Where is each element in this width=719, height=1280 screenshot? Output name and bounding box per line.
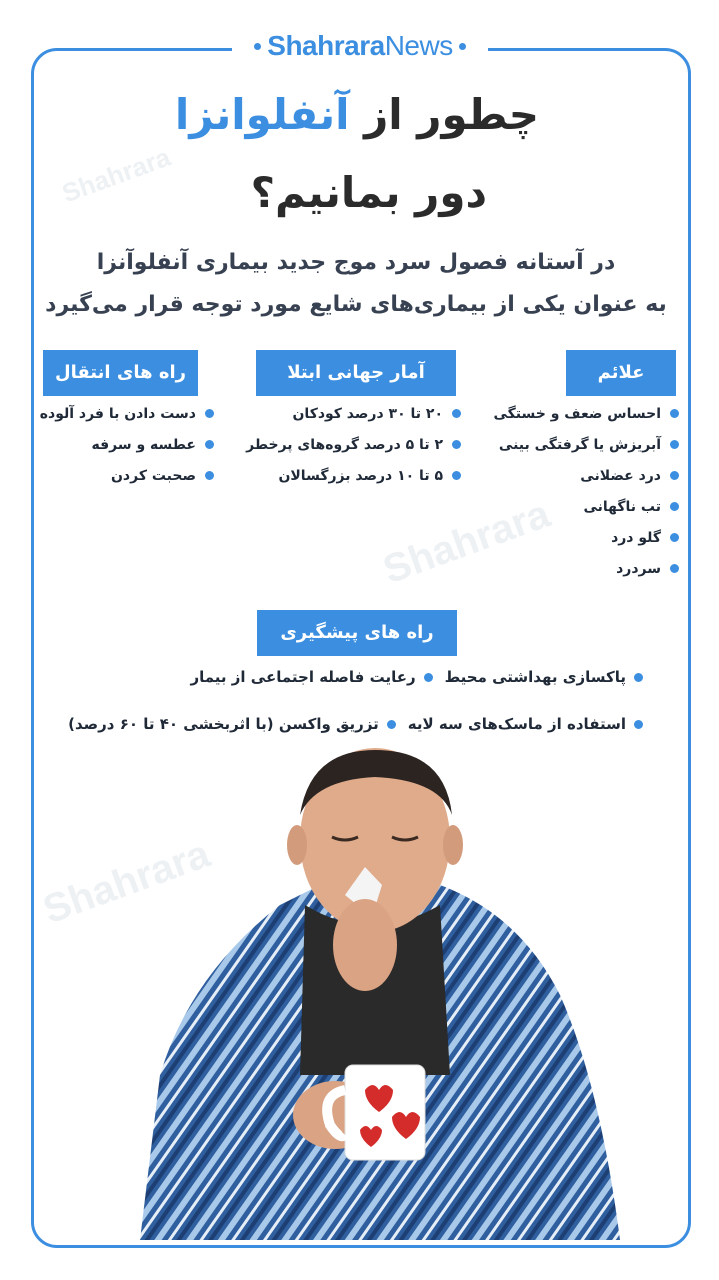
- bullet-icon: [452, 471, 461, 480]
- bullet-icon: [424, 673, 433, 682]
- list-item: درد عضلانی: [494, 460, 680, 491]
- list-item: آبریزش یا گرفتگی بینی: [494, 429, 680, 460]
- brand-logo: [232, 28, 488, 64]
- brand-name: Shahrara: [267, 30, 385, 61]
- bullet-icon: [634, 673, 643, 682]
- bullet-icon: [205, 409, 214, 418]
- brand-news: News: [384, 30, 453, 61]
- list-item: تب ناگهانی: [494, 491, 680, 522]
- list-item: استفاده از ماسک‌های سه لایه: [408, 715, 643, 733]
- stats-list: [246, 398, 461, 491]
- intro-line-1: در آستانه فصول سرد موج جدید بیماری آنفلوآنزا: [96, 250, 616, 275]
- bullet-icon: [670, 564, 679, 573]
- prevention-heading: راه های پیشگیری: [257, 610, 457, 656]
- prevention-row-2: [68, 715, 643, 733]
- bullet-icon: [205, 471, 214, 480]
- prevention-row-1: [190, 668, 643, 686]
- bullet-icon: [452, 440, 461, 449]
- intro-line-2: به عنوان یکی از بیماری‌های شایع مورد توجه قرار می‌گیرد: [45, 292, 667, 317]
- list-item: ۵ تا ۱۰ درصد بزرگسالان: [246, 460, 461, 491]
- symptoms-list: [494, 398, 680, 584]
- logo-dot-icon: [459, 43, 466, 50]
- watermark: Shahrara: [377, 491, 556, 593]
- bullet-icon: [387, 720, 396, 729]
- page-title-line2: دور بمانیم؟: [250, 168, 487, 217]
- bullet-icon: [670, 471, 679, 480]
- page-title-line1: چطور از آنفلوانزا: [174, 90, 539, 139]
- list-item: عطسه و سرفه: [40, 429, 214, 460]
- bullet-icon: [205, 440, 214, 449]
- bullet-icon: [452, 409, 461, 418]
- list-item: دست دادن با فرد آلوده: [40, 398, 214, 429]
- list-item: سردرد: [494, 553, 680, 584]
- list-item: گلو درد: [494, 522, 680, 553]
- list-item: پاکسازی بهداشتی محیط: [445, 668, 643, 686]
- title-highlight: آنفلوانزا: [174, 90, 350, 139]
- bullet-icon: [670, 502, 679, 511]
- bullet-icon: [670, 409, 679, 418]
- bullet-icon: [634, 720, 643, 729]
- watermark: Shahrara: [37, 831, 216, 933]
- list-item: ۲۰ تا ۳۰ درصد کودکان: [246, 398, 461, 429]
- logo-dot-icon: [254, 43, 261, 50]
- watermark: Shahrara: [58, 141, 175, 209]
- bullet-icon: [670, 533, 679, 542]
- list-item: صحبت کردن: [40, 460, 214, 491]
- symptoms-heading: علائم: [566, 350, 676, 396]
- list-item: رعایت فاصله اجتماعی از بیمار: [190, 668, 432, 686]
- stats-heading: آمار جهانی ابتلا: [256, 350, 456, 396]
- sick-man-photo: [120, 745, 640, 1245]
- transmission-list: [40, 398, 214, 491]
- transmission-heading: راه های انتقال: [43, 350, 198, 396]
- list-item: احساس ضعف و خستگی: [494, 398, 680, 429]
- list-item: تزریق واکسن (با اثربخشی ۴۰ تا ۶۰ درصد): [68, 715, 396, 733]
- list-item: ۲ تا ۵ درصد گروه‌های پرخطر: [246, 429, 461, 460]
- bullet-icon: [670, 440, 679, 449]
